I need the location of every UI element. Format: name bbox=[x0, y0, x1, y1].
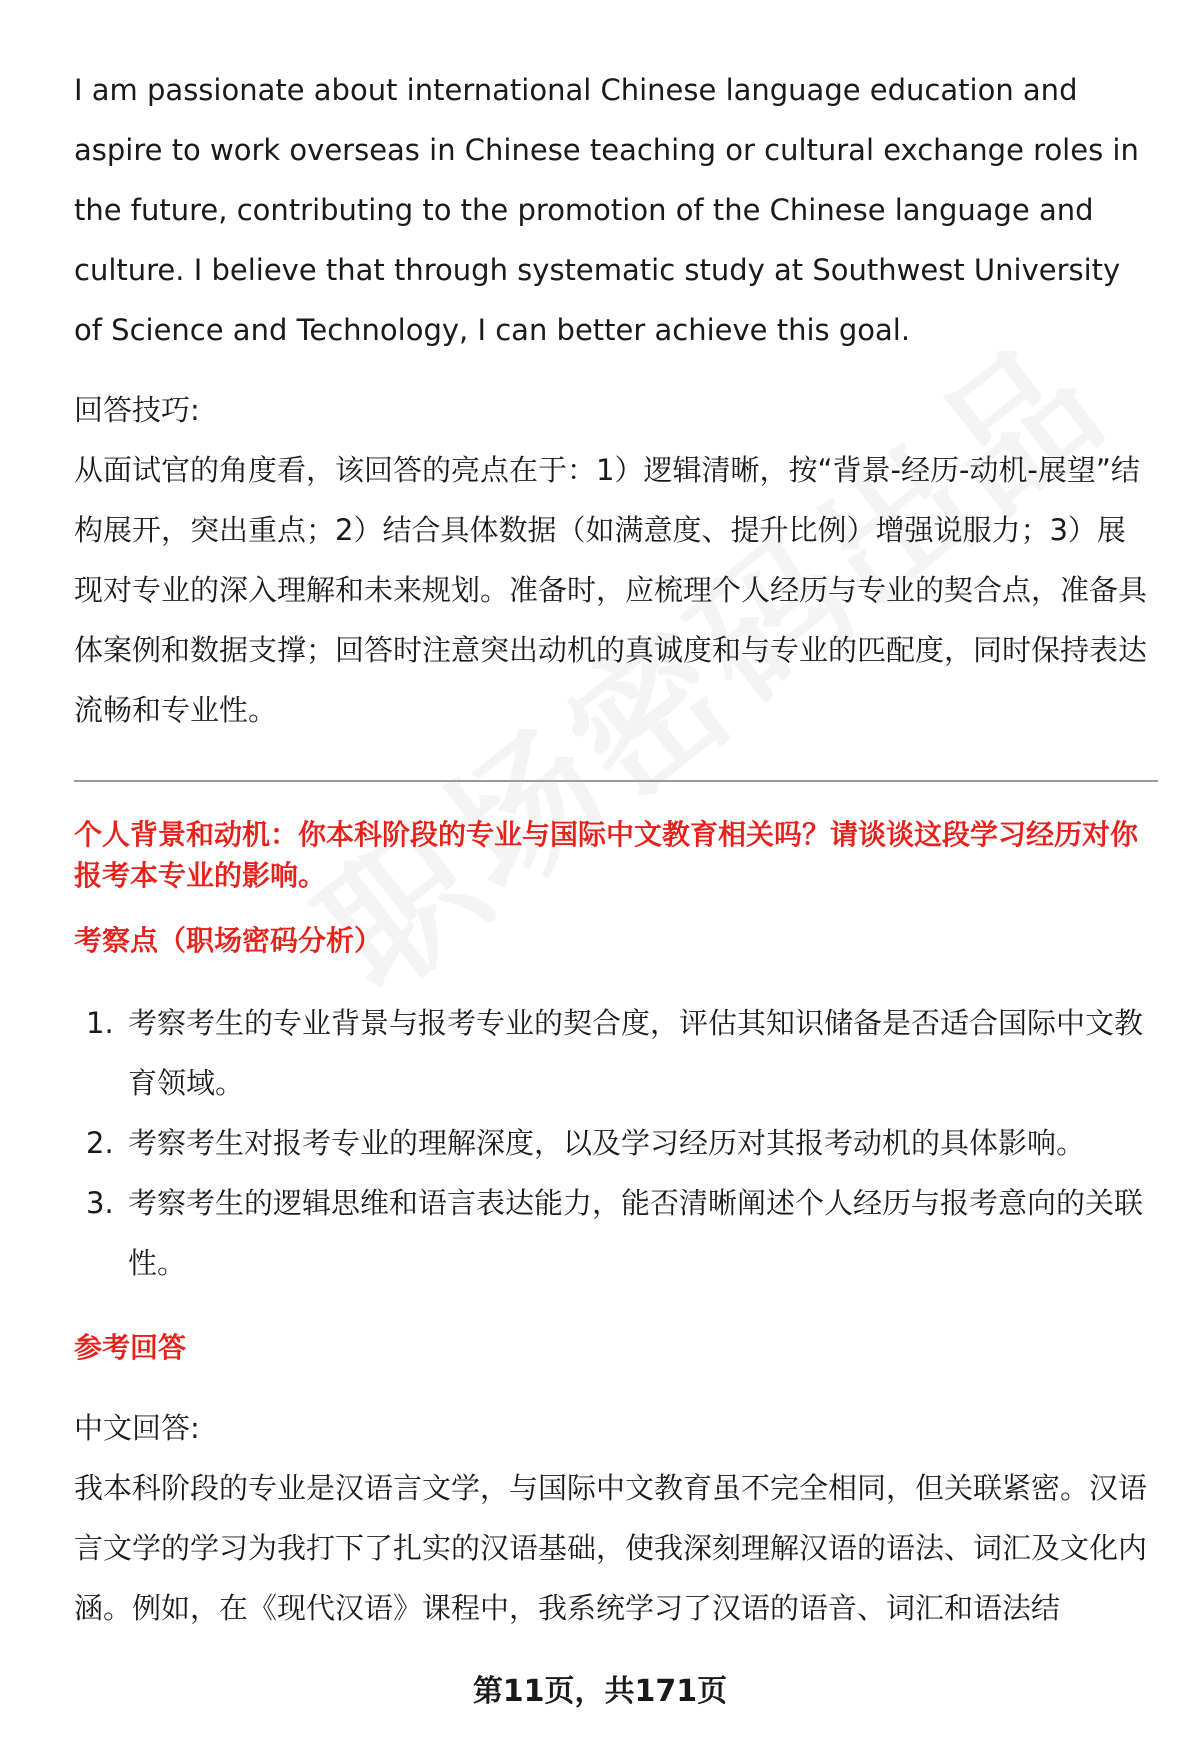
assessment-list bbox=[74, 993, 1154, 1293]
list-item-number: 3. bbox=[86, 1186, 114, 1220]
assessment-title: 考察点（职场密码分析） bbox=[74, 924, 383, 957]
list-item-text: 考察考生对报考专业的理解深度，以及学习经历对其报考动机的具体影响。 bbox=[128, 1126, 1086, 1160]
list-item-number: 2. bbox=[86, 1126, 114, 1160]
page-content bbox=[74, 60, 1154, 1638]
list-item-number: 1. bbox=[86, 1006, 114, 1040]
page-footer: 第11页，共171页 bbox=[472, 1674, 728, 1709]
list-item bbox=[74, 993, 1154, 1113]
list-item-text: 考察考生的专业背景与报考专业的契合度，评估其知识储备是否适合国际中文教育领域。 bbox=[128, 1006, 1144, 1100]
intro-english-paragraph: I am passionate about international Chinese language education and aspire to work overseas in Chinese teaching or cultural exchange roles in the future, contributing to the promotion of the Chinese language and culture. I believe that through systematic study at Southwest University of Science and Technology, I can better achieve this goal. bbox=[74, 73, 1139, 347]
list-item bbox=[74, 1113, 1154, 1173]
section-divider bbox=[74, 780, 1158, 782]
list-item bbox=[74, 1173, 1154, 1293]
tips-paragraph: 从面试官的角度看，该回答的亮点在于：1）逻辑清晰，按“背景-经历-动机-展望”结构展开，突出重点；2）结合具体数据（如满意度、提升比例）增强说服力；3）展现对专业的深入理解和未来规划。准备时，应梳理个人经历与专业的契合点，准备具体案例和数据支撑；回答时注意突出动机的真诚度和与专业的匹配度，同时保持表达流畅和专业性。 bbox=[74, 453, 1148, 727]
chinese-answer-paragraph: 我本科阶段的专业是汉语言文学，与国际中文教育虽不完全相同，但关联紧密。汉语言文学的学习为我打下了扎实的汉语基础，使我深刻理解汉语的语法、词汇及文化内涵。例如，在《现代汉语》课程中，我系统学习了汉语的语音、词汇和语法结 bbox=[74, 1471, 1148, 1625]
chinese-answer-label: 中文回答: bbox=[74, 1411, 200, 1445]
question-heading: 个人背景和动机：你本科阶段的专业与国际中文教育相关吗？请谈谈这段学习经历对你报考本专业的影响。 bbox=[74, 818, 1139, 892]
list-item-text: 考察考生的逻辑思维和语言表达能力，能否清晰阐述个人经历与报考意向的关联性。 bbox=[128, 1186, 1144, 1280]
reference-answer-title: 参考回答 bbox=[74, 1331, 187, 1364]
tips-label: 回答技巧: bbox=[74, 393, 200, 427]
